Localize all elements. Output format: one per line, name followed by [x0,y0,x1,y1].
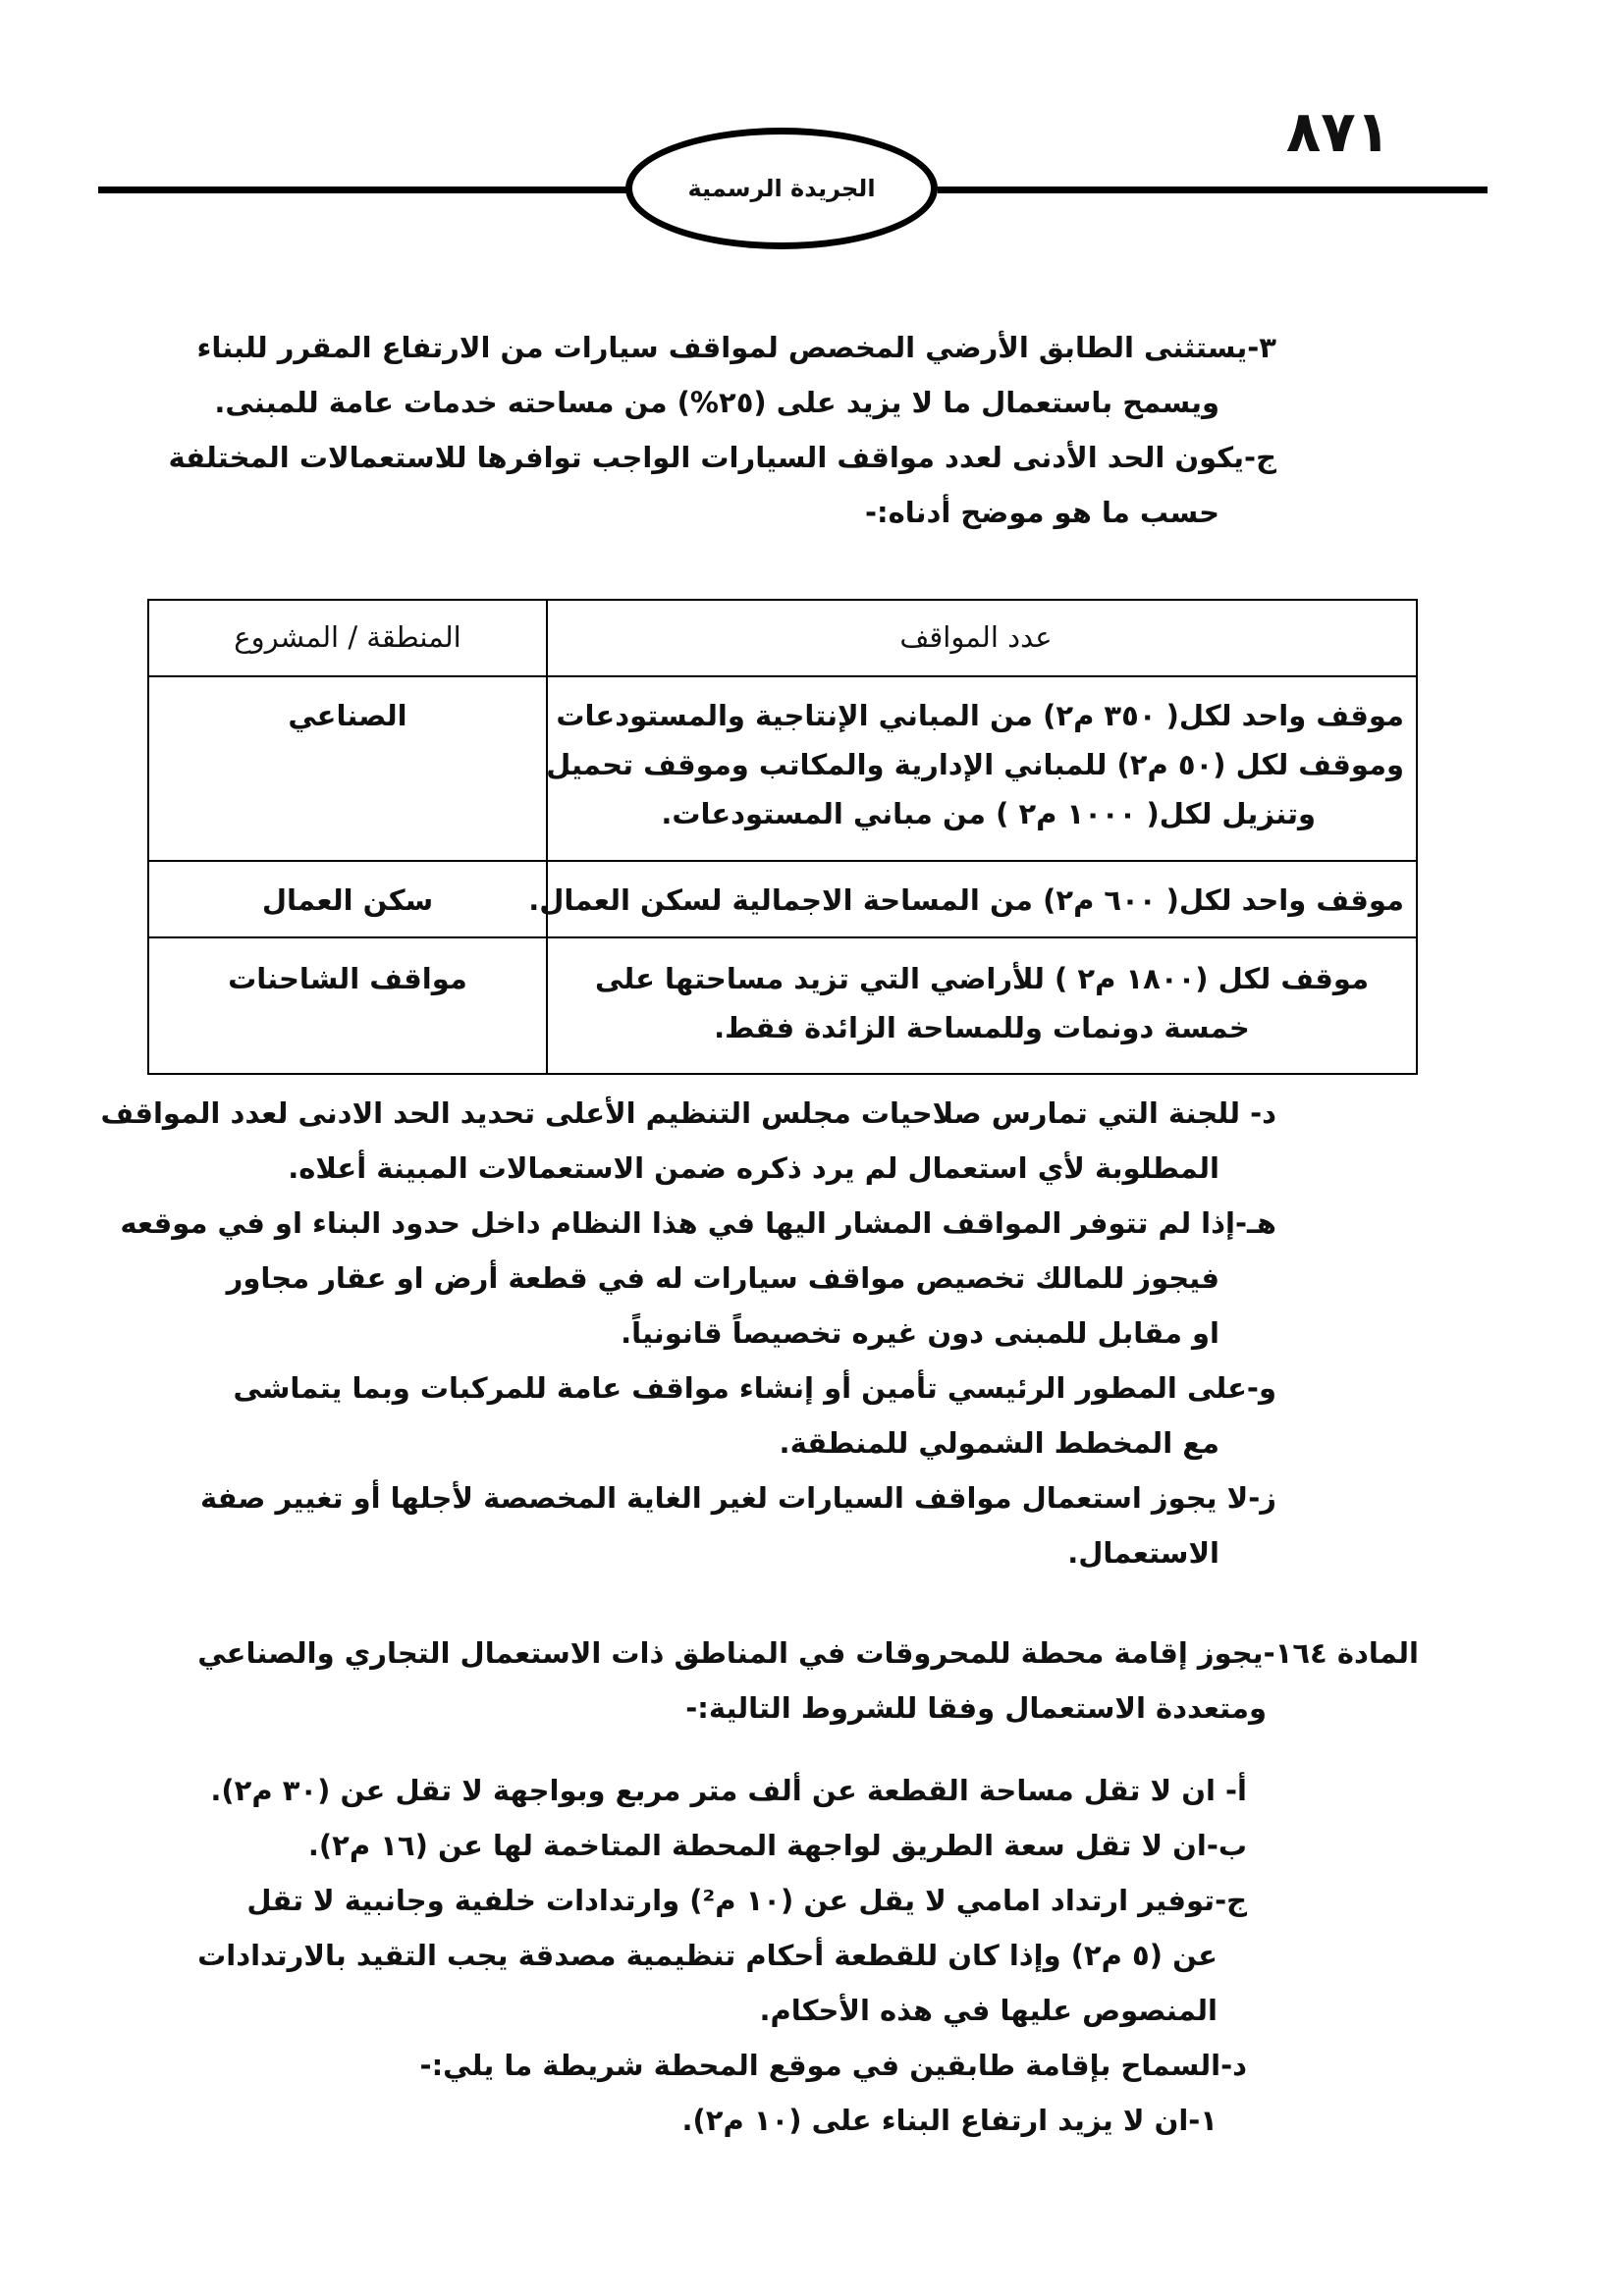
text-line: ج-توفير ارتداد امامي لا يقل عن (١٠ م²) وارتدادات خلفية وجانبية لا تقل [246,1884,1247,1917]
text-line: او مقابل للمبنى دون غيره تخصيصاً قانونياً. [621,1316,1219,1350]
text-line: المطلوبة لأي استعمال لم يرد ذكره ضمن الاستعمالات المبينة أعلاه. [288,1151,1219,1185]
table-row-divider [149,860,1416,862]
text-line: ويسمح باستعمال ما لا يزيد على (٢٥%) من مساحته خدمات عامة للمبنى. [214,386,1219,419]
text-line: موقف لكل (١٨٠٠ م٢ ) للأراضي التي تزيد مساحتها على [594,962,1370,995]
text-line: ٣-يستثنى الطابق الأرضي المخصص لمواقف سيارات من الارتفاع المقرر للبناء [196,331,1276,364]
table-cell-zone: الصناعي [288,699,407,732]
table-row-divider [149,675,1416,677]
text-line: عن (٥ م٢) وإذا كان للقطعة أحكام تنظيمية مصدقة يجب التقيد بالارتدادات [197,1939,1218,1972]
text-line: ب-ان لا تقل سعة الطريق لواجهة المحطة المتاخمة لها عن (١٦ م٢). [307,1829,1247,1862]
text-line: المادة ١٦٤-يجوز إقامة محطة للمحروقات في المناطق ذات الاستعمال التجاري والصناعي [197,1636,1419,1670]
text-line: ج-يكون الحد الأدنى لعدد مواقف السيارات الواجب توافرها للاستعمالات المختلفة [168,441,1276,474]
text-line: الاستعمال. [1067,1536,1219,1570]
text-line: موقف واحد لكل( ٦٠٠ م٢) من المساحة الاجمالية لسكن العمال. [528,883,1404,917]
text-line: ومتعددة الاستعمال وفقا للشروط التالية:- [685,1691,1267,1725]
table-header-zone: المنطقة / المشروع [234,620,461,654]
text-line: ز-لا يجوز استعمال مواقف السيارات لغير الغاية المخصصة لأجلها أو تغيير صفة [199,1481,1276,1515]
text-line: فيجوز للمالك تخصيص مواقف سيارات له في قطعة أرض او عقار مجاور [226,1261,1219,1295]
clause-3 [147,320,1276,430]
table-cell-parking [548,691,1416,838]
parking-table [147,599,1418,1075]
text-line: مع المخطط الشمولي للمنطقة. [779,1426,1219,1460]
page-number: ٨٧١ [1285,98,1391,165]
article-164-conditions [147,1763,1276,2148]
gazette-masthead [625,128,938,249]
text-line: هـ-إذا لم تتوفر المواقف المشار اليها في هذا النظام داخل حدود البناء او في موقعه [120,1206,1276,1240]
article-164-heading [147,1626,1419,1735]
clause-w [147,1361,1276,1470]
header-rule-right [938,187,1488,193]
table-header-parking: عدد المواقف [899,620,1053,654]
text-line: موقف واحد لكل( ٣٥٠ م٢) من المباني الإنتاجية والمستودعات [556,699,1404,732]
table-cell-zone: سكن العمال [261,883,434,917]
clause-d [100,1086,1276,1196]
text-line: أ- ان لا تقل مساحة القطعة عن ألف متر مربع وبواجهة لا تقل عن (٣٠ م٢). [210,1774,1247,1807]
gazette-title: الجريدة الرسمية [687,175,876,202]
text-line: ١-ان لا يزيد ارتفاع البناء على (١٠ م٢). [681,2104,1218,2137]
clause-j [147,430,1276,540]
text-line: وموقف لكل (٥٠ م٢) للمباني الإدارية والمكاتب وموقف تحميل [546,748,1404,781]
clause-h [120,1196,1276,1361]
text-line: خمسة دونمات وللمساحة الزائدة فقط. [714,1011,1250,1044]
table-row-divider [149,936,1416,938]
text-line: وتنزيل لكل( ١٠٠٠ م٢ ) من مباني المستودعات. [661,797,1316,830]
table-cell-parking [528,876,1416,925]
clause-z [147,1470,1276,1580]
table-cell-parking [548,954,1416,1052]
text-line: د- للجنة التي تمارس صلاحيات مجلس التنظيم الأعلى تحديد الحد الادنى لعدد المواقف [100,1096,1276,1130]
text-line: حسب ما هو موضح أدناه:- [864,496,1219,529]
text-line: و-على المطور الرئيسي تأمين أو إنشاء مواقف عامة للمركبات وبما يتماشى [233,1371,1276,1405]
table-cell-zone: مواقف الشاحنات [228,962,467,995]
header-rule-left [98,187,638,193]
text-line: د-السماح بإقامة طابقين في موقع المحطة شريطة ما يلي:- [419,2049,1247,2082]
text-line: المنصوص عليها في هذه الأحكام. [759,1994,1218,2027]
